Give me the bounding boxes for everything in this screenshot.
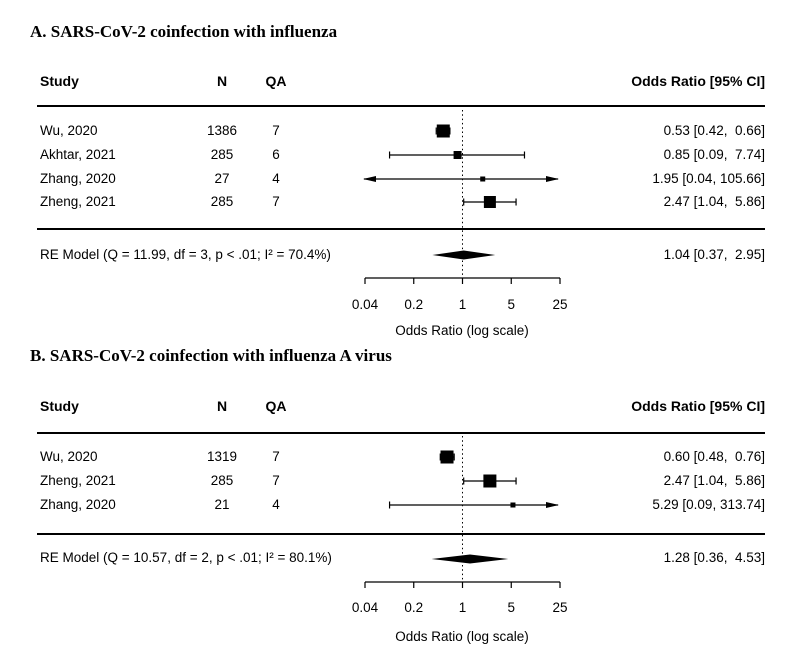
panel-a-header-divider: [37, 105, 765, 107]
ci-arrow-right: [546, 176, 559, 182]
axis-tick-label: 1: [458, 297, 467, 312]
ci-arrow-right: [546, 502, 559, 508]
or-square: [483, 475, 496, 488]
panel-b-header-n: N: [216, 398, 228, 414]
quality-score: 7: [272, 123, 280, 138]
axis-tick-label: 25: [552, 297, 568, 312]
panel-b-header-odds-ratio: Odds Ratio [95% CI]: [631, 398, 765, 414]
panel-a-re-model-label: RE Model (Q = 11.99, df = 3, p < .01; I² = 70.4%): [40, 247, 331, 262]
panel-b-re-model-estimate: 1.28 [0.36, 4.53]: [663, 550, 765, 565]
sample-size: 21: [214, 497, 230, 512]
sample-size: 1386: [206, 123, 238, 138]
quality-score: 7: [272, 449, 280, 464]
panel-a-axis-label: Odds Ratio (log scale): [395, 323, 529, 338]
panel-b-header-divider: [37, 432, 765, 434]
quality-score: 6: [272, 147, 280, 162]
odds-ratio-ci: 1.95 [0.04, 105.66]: [652, 171, 765, 186]
axis-tick-label: 0.04: [351, 600, 379, 615]
panel-b-summary-divider: [37, 533, 765, 535]
odds-ratio-ci: 5.29 [0.09, 313.74]: [652, 497, 765, 512]
panel-a-re-model-estimate: 1.04 [0.37, 2.95]: [663, 247, 765, 262]
or-square: [510, 503, 515, 508]
quality-score: 4: [272, 497, 280, 512]
axis-tick-label: 0.04: [351, 297, 379, 312]
panel-a-header-n: N: [216, 73, 228, 89]
study-name: Zheng, 2021: [40, 194, 116, 209]
ci-arrow-left: [363, 176, 376, 182]
sample-size: 285: [210, 473, 234, 488]
or-square: [454, 151, 462, 159]
panel-b-axis-label: Odds Ratio (log scale): [395, 629, 529, 644]
panel-a-title: A. SARS-CoV-2 coinfection with influenza: [30, 22, 338, 41]
panel-b-header-qa: QA: [265, 398, 287, 414]
axis-tick-label: 5: [507, 600, 516, 615]
panel-a-header-study: Study: [40, 73, 79, 89]
panel-a-header-qa: QA: [265, 73, 287, 89]
study-name: Zhang, 2020: [40, 171, 116, 186]
study-name: Akhtar, 2021: [40, 147, 116, 162]
quality-score: 7: [272, 194, 280, 209]
quality-score: 4: [272, 171, 280, 186]
sample-size: 27: [214, 171, 230, 186]
odds-ratio-ci: 0.53 [0.42, 0.66]: [663, 123, 765, 138]
panel-b-title: B. SARS-CoV-2 coinfection with influenza A virus: [30, 346, 392, 365]
study-name: Wu, 2020: [40, 123, 98, 138]
axis-tick-label: 1: [458, 600, 467, 615]
sample-size: 285: [210, 194, 234, 209]
or-square: [480, 177, 485, 182]
or-square: [484, 196, 496, 208]
odds-ratio-ci: 0.60 [0.48, 0.76]: [663, 449, 765, 464]
axis-tick-label: 25: [552, 600, 568, 615]
study-name: Zhang, 2020: [40, 497, 116, 512]
sample-size: 1319: [206, 449, 238, 464]
axis-tick-label: 0.2: [404, 600, 424, 615]
panel-b-header-study: Study: [40, 398, 79, 414]
summary-diamond: [432, 251, 495, 260]
odds-ratio-ci: 2.47 [1.04, 5.86]: [663, 194, 765, 209]
odds-ratio-ci: 2.47 [1.04, 5.86]: [663, 473, 765, 488]
panel-a-summary-divider: [37, 228, 765, 230]
study-name: Wu, 2020: [40, 449, 98, 464]
summary-diamond: [432, 555, 509, 564]
or-square: [441, 451, 454, 464]
panel-b-re-model-label: RE Model (Q = 10.57, df = 2, p < .01; I² = 80.1%): [40, 550, 332, 565]
study-name: Zheng, 2021: [40, 473, 116, 488]
axis-tick-label: 0.2: [404, 297, 424, 312]
sample-size: 285: [210, 147, 234, 162]
panel-a-header-odds-ratio: Odds Ratio [95% CI]: [631, 73, 765, 89]
or-square: [437, 125, 450, 138]
odds-ratio-ci: 0.85 [0.09, 7.74]: [663, 147, 765, 162]
axis-tick-label: 5: [507, 297, 516, 312]
quality-score: 7: [272, 473, 280, 488]
